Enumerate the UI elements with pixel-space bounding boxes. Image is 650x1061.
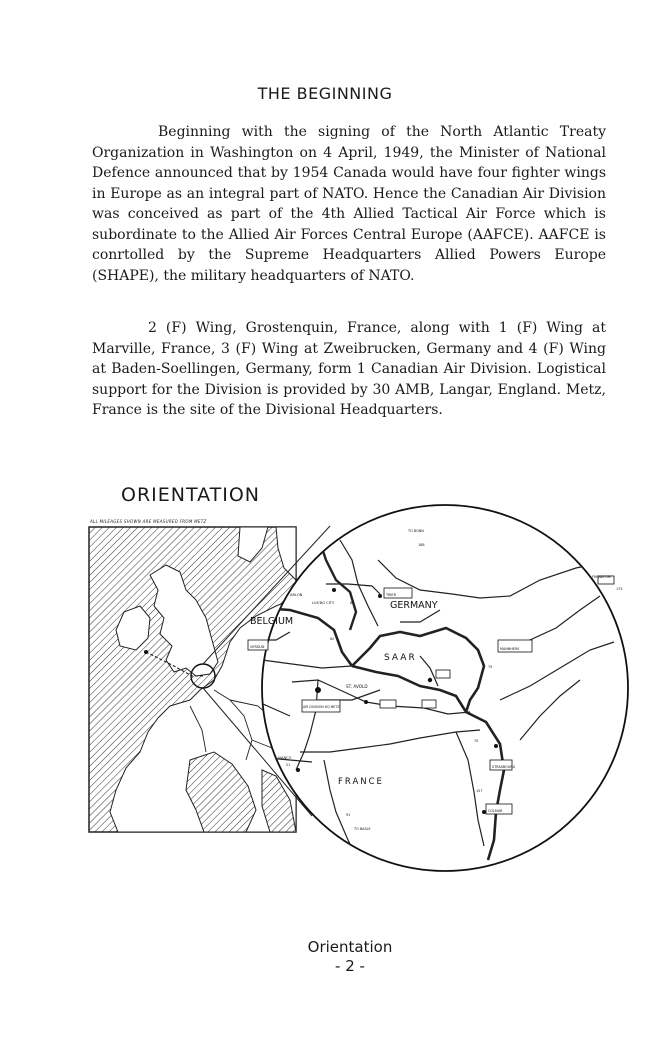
page-heading: THE BEGINNING: [257, 84, 393, 103]
map-mileage-3: 175: [616, 587, 623, 591]
map-label-strasbourg: STRASBOURG: [492, 765, 516, 769]
map-mileage-note: ALL MILEAGES SHOWN ARE MEASURED FROM METZ: [90, 519, 207, 524]
map-label-to-bonn: TO BONN: [408, 529, 424, 533]
map-mileage-7: 91: [346, 813, 351, 817]
map-label-germany: GERMANY: [390, 600, 438, 611]
paragraph-wings: 2 (F) Wing, Grostenquin, France, along with 1 (F) Wing at Marville, France, 3 (F) Wing at Zweibrucken, Germany and 4 (F) Wing at Baden-Soellingen, Germany, form 1 Canadian Air Division. Logistical support for the Division is provided by 30 AMB, Langar, England. Metz, France is the site of the Divisional Headquarters.: [92, 320, 606, 418]
map-mileage-6: 70: [474, 739, 479, 743]
map-label-belgium: BELGIUM: [250, 616, 294, 627]
map-label-france: FRANCE: [338, 777, 384, 787]
map-label-nancy: NANCY: [278, 755, 292, 760]
map-label-arlon: ARLON: [290, 593, 303, 597]
map-mileage-4: 75: [488, 665, 493, 669]
map-mileage-5: 157: [476, 789, 483, 793]
map-label-to-basle: TO BASLE: [354, 827, 371, 831]
map-mileage-1: 188: [418, 543, 425, 547]
map-label-st-avold: ST. AVOLD: [346, 684, 368, 689]
map-mileage-2: 67: [350, 601, 355, 605]
footer-section-name: Orientation: [307, 938, 393, 956]
map-label-luxembourg: LUX'BG CITY: [312, 601, 335, 605]
map-label-verdun: VERDUN: [250, 645, 265, 649]
map-mileage-9: 62: [330, 637, 335, 641]
map-label-saar: SAAR: [384, 653, 417, 663]
paragraph-beginning: Beginning with the signing of the North Atlantic Treaty Organization in Washington on 4 April, 1949, the Minister of National Defence announced that by 1954 Canada would have four fighter wings in Europe as an integral part of NATO. Hence the Canadian Air Division was conceived as part of the 4th Allied Tactical Air Force which is subordinate to the Allied Air Forces Central Europe (AAFCE). AAFCE is conrtolled by the Supreme Headquarters Allied Powers Europe (SHAPE), the military headquarters of NATO.: [92, 124, 606, 284]
map-label-metz-hq: AIR DIVISION HQ METZ: [303, 705, 340, 709]
page-number: - 2 -: [335, 957, 365, 975]
map-mileage-8: 21: [286, 763, 291, 767]
magnified-region-map: [248, 505, 628, 871]
map-label-colmar: COLMAR: [488, 809, 503, 813]
map-label-mannheim: MANNHEIM: [500, 647, 519, 651]
section-title-orientation: ORIENTATION: [121, 484, 261, 506]
map-label-trier: TRIER: [386, 593, 396, 597]
map-label-frankfurt: FRANKFURT: [592, 575, 612, 579]
